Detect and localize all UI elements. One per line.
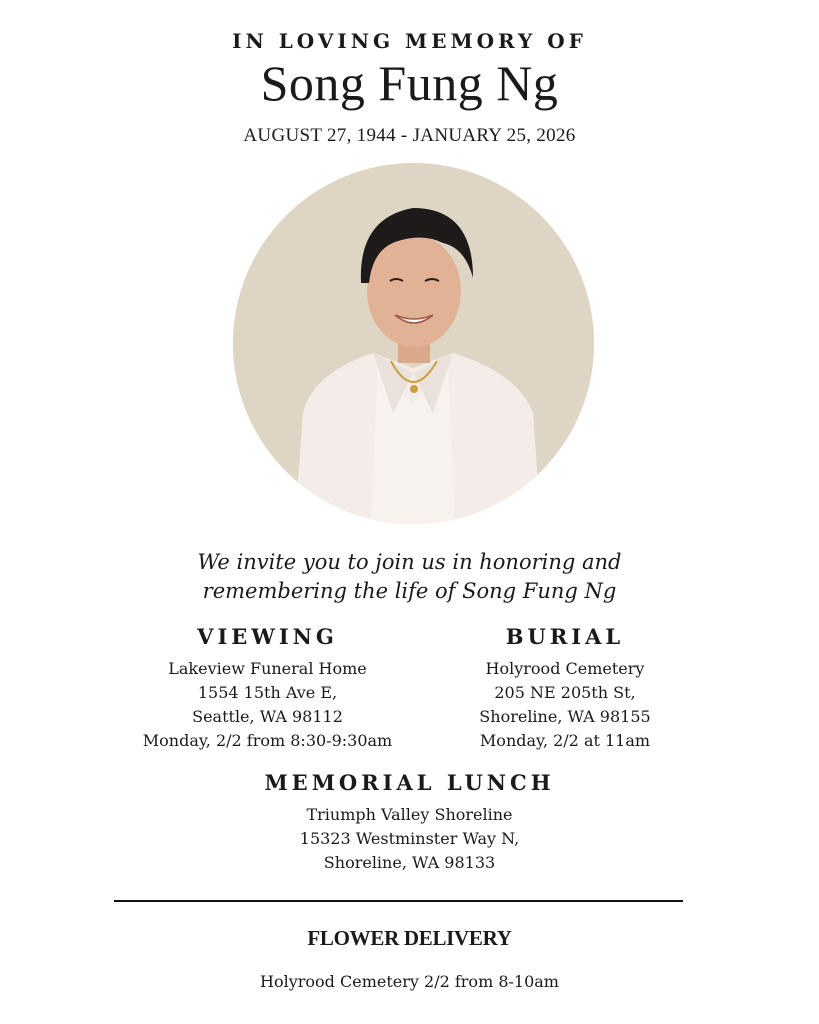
burial-section [455,624,675,753]
viewing-time: Monday, 2/2 from 8:30-9:30am [142,731,393,750]
viewing-venue: Lakeview Funeral Home [168,659,367,678]
burial-street: 205 NE 205th St, [494,683,636,702]
viewing-section [130,624,405,753]
burial-venue: Holyrood Cemetery [485,659,645,678]
invitation-line-1: We invite you to join us in honoring and [197,550,622,574]
memorial-kicker: IN LOVING MEMORY OF [232,29,587,53]
viewing-heading: VIEWING [197,624,338,649]
section-divider [114,900,683,902]
flower-delivery-heading: FLOWER DELIVERY [307,926,512,950]
life-dates: AUGUST 27, 1944 - JANUARY 25, 2026 [243,125,576,146]
viewing-city: Seattle, WA 98112 [192,707,343,726]
invitation-line-2: remembering the life of Song Fung Ng [202,579,617,603]
memorial-lunch-street: 15323 Westminster Way N, [299,829,520,848]
portrait-illustration [233,163,594,524]
memorial-lunch-heading: MEMORIAL LUNCH [264,770,555,795]
burial-city: Shoreline, WA 98155 [479,707,651,726]
viewing-street: 1554 15th Ave E, [197,683,338,702]
memorial-lunch-city: Shoreline, WA 98133 [323,853,496,872]
memorial-lunch-section [0,770,819,875]
flower-delivery-detail: Holyrood Cemetery 2/2 from 8-10am [260,972,559,991]
invitation-text [0,548,819,606]
deceased-name: Song Fung Ng [260,55,559,111]
burial-heading: BURIAL [505,624,625,649]
burial-time: Monday, 2/2 at 11am [479,731,651,750]
memorial-lunch-venue: Triumph Valley Shoreline [306,805,513,824]
portrait-photo [233,163,594,524]
